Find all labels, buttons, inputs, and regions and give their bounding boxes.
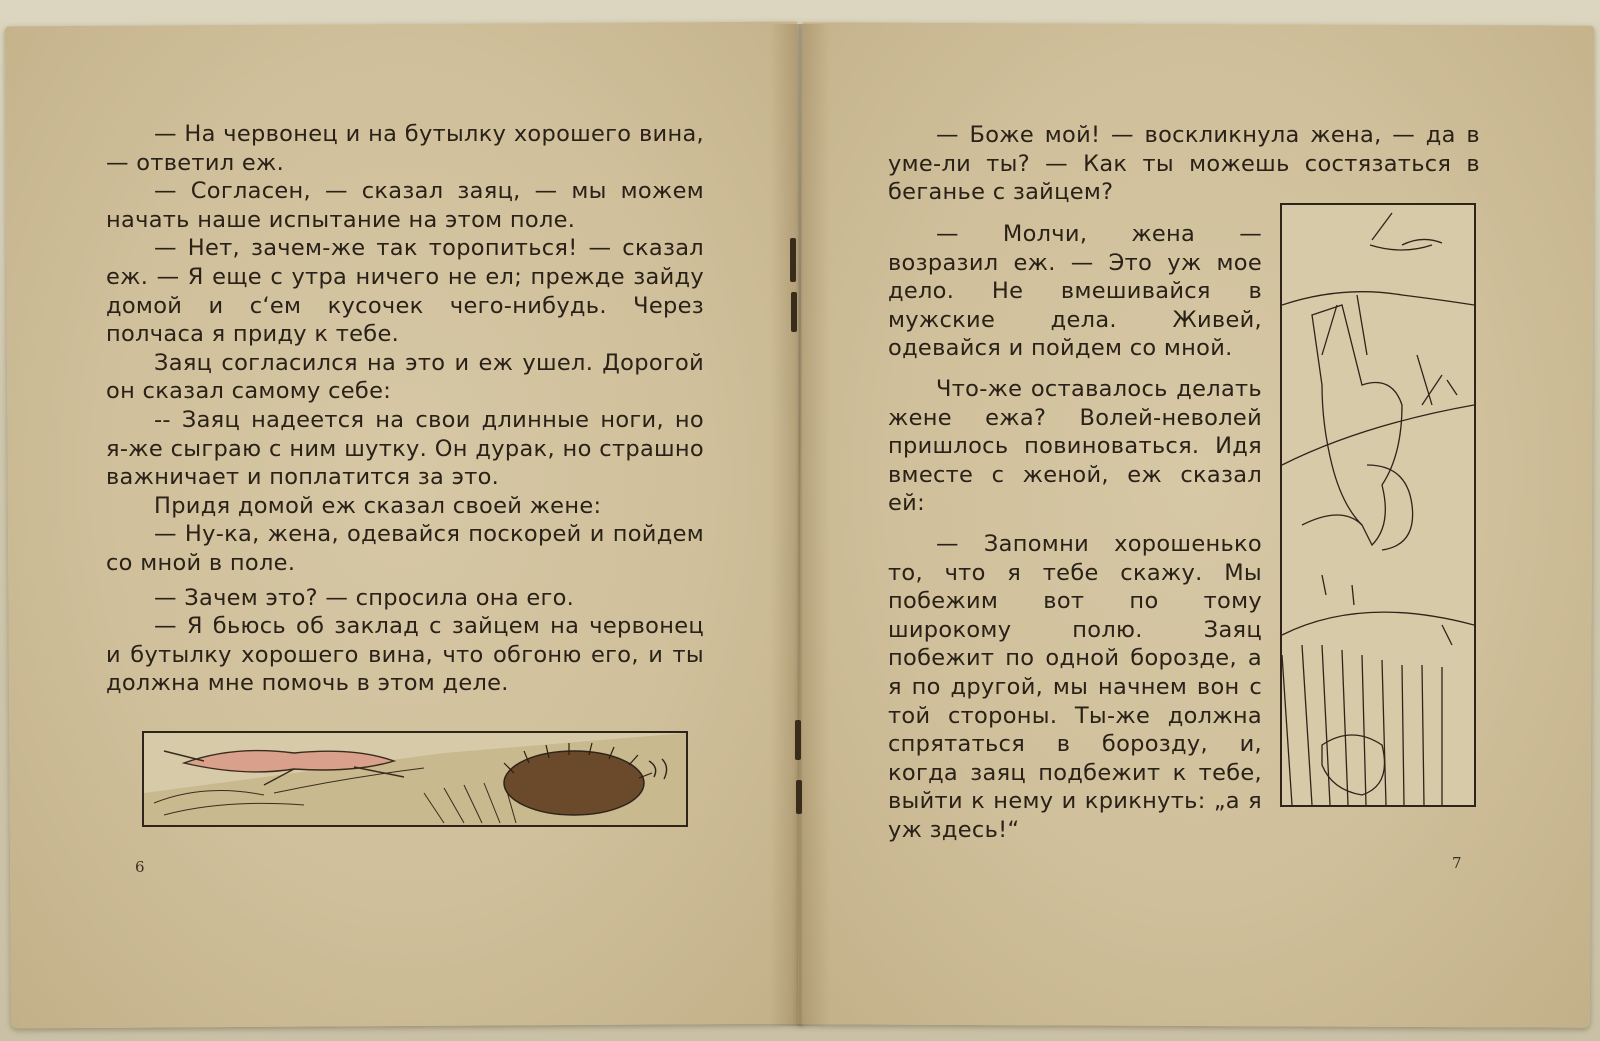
paragraph: — Ну-ка, жена, одевайся поскорей и пойдем со мной в поле.: [106, 521, 704, 576]
staple-bottom-lower: [796, 780, 802, 814]
hare-and-hedgehog-illustration: [142, 731, 688, 827]
paragraph: — Запомни хорошенько то, что я тебе скажу. Мы побежим вот по тому широкому полю. Заяц побежит по одной борозде, а я по другой, мы начнем вон с той стороны. Ты-же должна спрятаться в борозду, и, когда заяц подбежит к тебе, выйти к нему и крикнуть: „а я уж здесь!“: [888, 530, 1262, 843]
paragraph: Придя домой еж сказал своей жене:: [154, 492, 602, 519]
right-page-column-text: [888, 220, 1262, 844]
paragraph: — Зачем это? — спросила она его.: [154, 584, 575, 611]
staple-bottom: [795, 720, 801, 760]
left-page-text: [106, 120, 704, 698]
book-spine-gutter: [770, 24, 830, 1026]
paragraph: -- Заяц надеется на свои длинные ноги, но я-же сыграю с ним шутку. Он дурак, но страшно важничает и поплатится за это.: [106, 406, 704, 491]
paragraph: — Боже мой! — воскликнула жена, — да в уме-ли ты? — Как ты можешь состязаться в беганье с зайцем?: [888, 122, 1480, 206]
paragraph: — Молчи, жена — возразил еж. — Это уж мое дело. Не вмешивайся в мужские дела. Живей, одевайся и пойдем со мной.: [888, 221, 1262, 362]
paragraph: — Согласен, — сказал заяц, — мы можем начать наше испытание на этом поле.: [106, 178, 704, 233]
staple-top: [790, 238, 796, 282]
page-number-left: 6: [135, 858, 145, 876]
paragraph: — На червонец и на бутылку хорошего вина, — ответил еж.: [106, 121, 704, 176]
paragraph: Заяц согласился на это и еж ушел. Дорогой он сказал самому себе:: [106, 349, 704, 405]
hare-standing-illustration: [1280, 203, 1476, 807]
page-number-right: 7: [1452, 854, 1462, 872]
paragraph: — Нет, зачем-же так торопиться! — сказал еж. — Я еще с утра ничего не ел; прежде зайду домой и с‘ем кусочек чего-нибудь. Через полчаса я приду к тебе.: [106, 235, 704, 348]
staple-top-lower: [791, 292, 797, 332]
paragraph: Что-же оставалось делать жене ежа? Волей-неволей пришлось повиноваться. Идя вместе с женой, еж сказал ей:: [888, 375, 1262, 517]
right-page-top-text: [888, 121, 1480, 207]
paragraph: — Я бьюсь об заклад с зайцем на червонец и бутылку хорошего вина, что обгоню его, и ты должна мне помочь в этом деле.: [106, 613, 704, 697]
